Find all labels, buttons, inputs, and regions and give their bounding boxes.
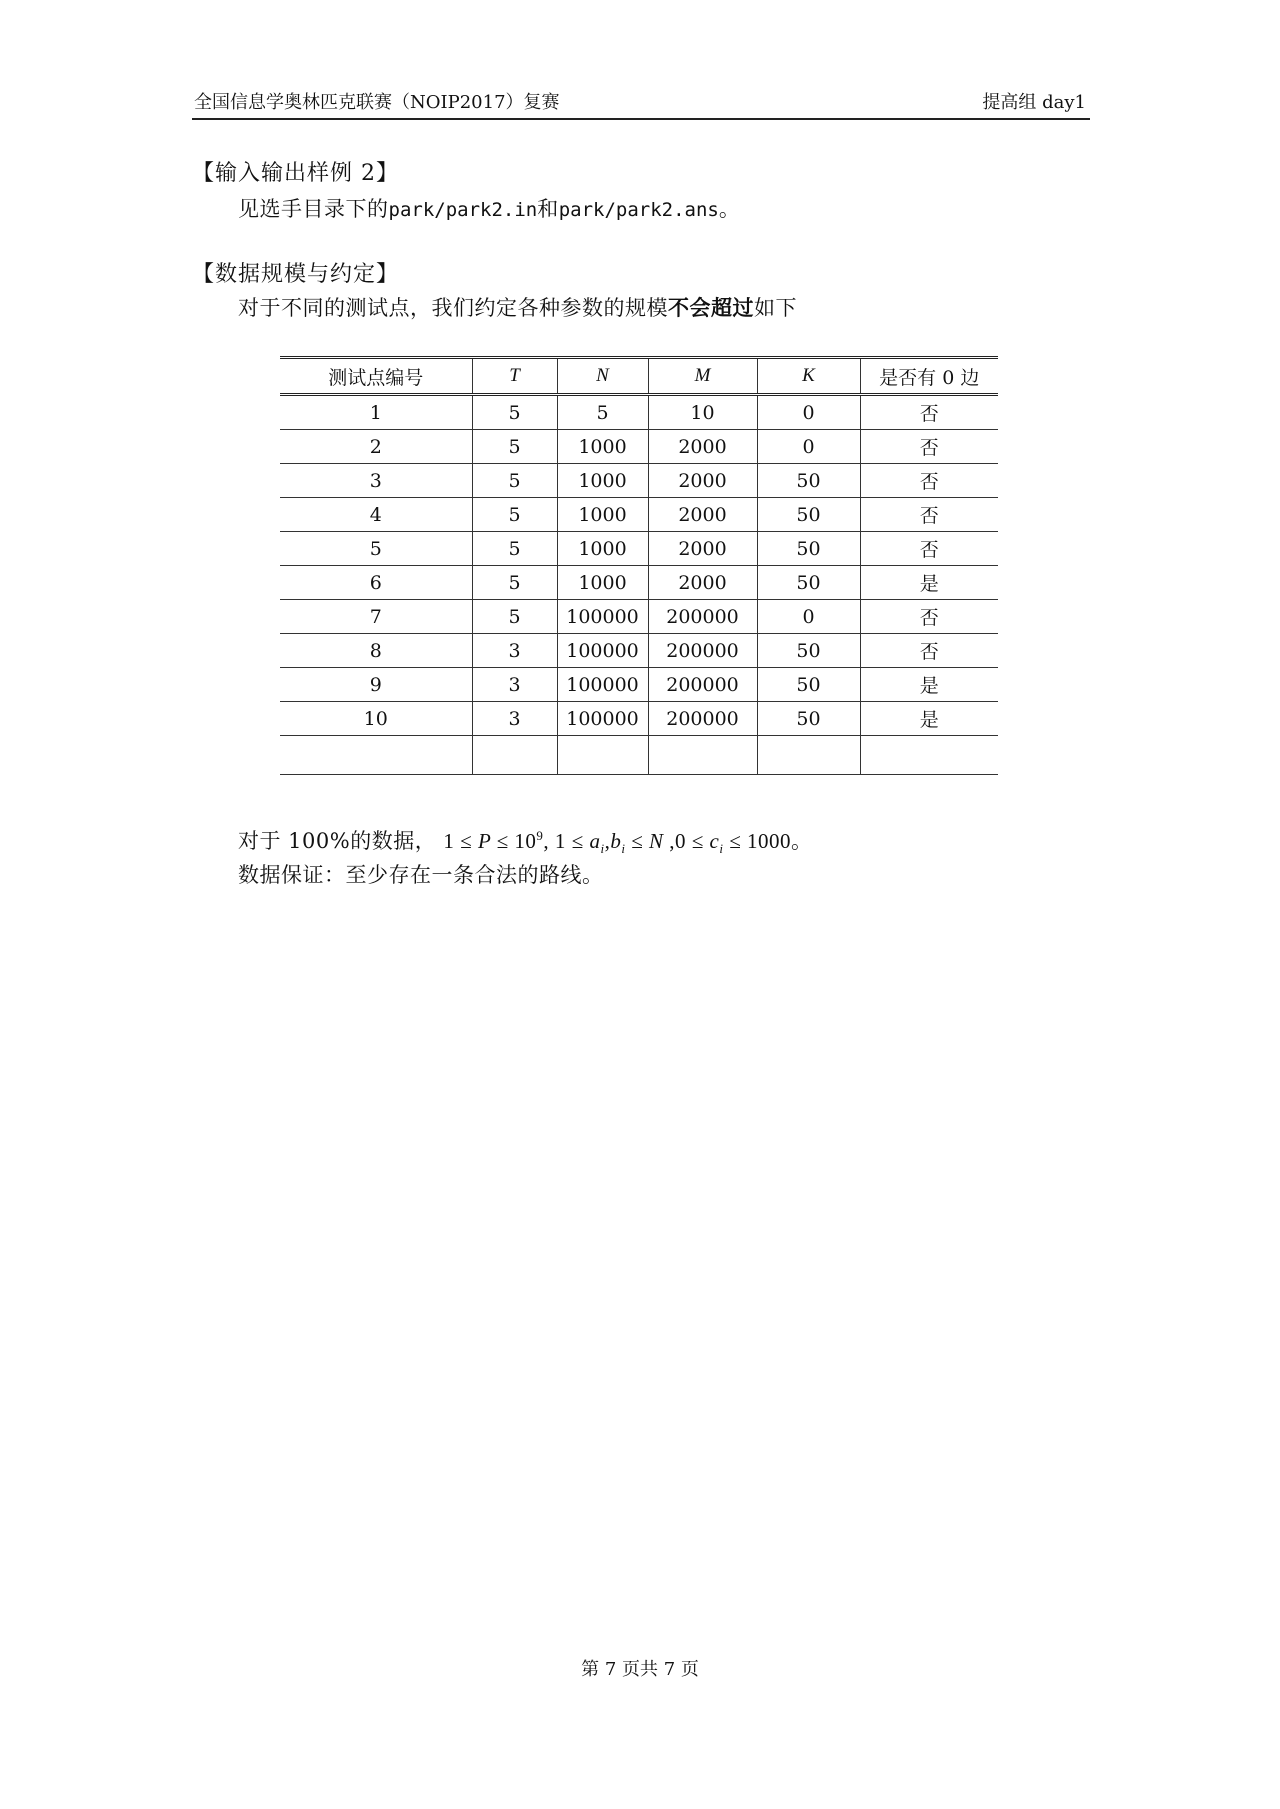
page-header [192, 90, 1090, 120]
header-contest-title: 全国信息学奥林匹克联赛（NOIP2017）复赛 [194, 92, 560, 113]
scale-table [280, 356, 998, 775]
table-cell: 1000 [557, 430, 648, 464]
table-cell [472, 736, 557, 775]
table-row [280, 702, 998, 736]
table-cell: 5 [280, 532, 472, 566]
sample-description [238, 193, 740, 223]
header-testcase: 测试点编号 [280, 358, 472, 395]
sample-answer-file: park/park2.ans [558, 199, 719, 221]
table-cell: 3 [472, 634, 557, 668]
table-cell: 0 [757, 430, 860, 464]
table-cell: 2000 [648, 498, 757, 532]
scale-intro-suffix: 如下 [754, 296, 797, 320]
header-k: K [757, 358, 860, 395]
table-cell: 否 [860, 464, 998, 498]
table-cell [557, 736, 648, 775]
table-cell: 是 [860, 702, 998, 736]
table-cell: 是 [860, 566, 998, 600]
table-cell: 5 [472, 566, 557, 600]
table-cell: 4 [280, 498, 472, 532]
table-cell: 2000 [648, 430, 757, 464]
table-row [280, 668, 998, 702]
table-cell: 5 [472, 600, 557, 634]
table-cell: 否 [860, 532, 998, 566]
table-cell: 1000 [557, 532, 648, 566]
table-cell: 5 [472, 395, 557, 430]
table-cell: 3 [472, 668, 557, 702]
constraint-prefix: 对于 100%的数据， [238, 829, 437, 853]
table-row [280, 634, 998, 668]
table-cell: 200000 [648, 702, 757, 736]
sample-suffix: 。 [718, 197, 741, 221]
table-cell: 10 [648, 395, 757, 430]
table-cell: 50 [757, 702, 860, 736]
table-cell: 1 [280, 395, 472, 430]
table-cell: 100000 [557, 634, 648, 668]
table-row [280, 532, 998, 566]
header-m: M [648, 358, 757, 395]
table-cell: 3 [472, 702, 557, 736]
table-cell: 0 [757, 600, 860, 634]
table-cell: 200000 [648, 600, 757, 634]
table-cell: 5 [472, 498, 557, 532]
sample-and: 和 [537, 197, 559, 221]
table-cell: 6 [280, 566, 472, 600]
header-n: N [557, 358, 648, 395]
table-cell: 5 [472, 532, 557, 566]
table-cell: 2 [280, 430, 472, 464]
table-row [280, 430, 998, 464]
table-cell: 100000 [557, 668, 648, 702]
table-row [280, 464, 998, 498]
table-cell: 200000 [648, 668, 757, 702]
table-cell: 否 [860, 498, 998, 532]
table-cell: 否 [860, 600, 998, 634]
table-header-row [280, 358, 998, 395]
table-cell: 是 [860, 668, 998, 702]
table-cell: 否 [860, 395, 998, 430]
table-cell: 50 [757, 498, 860, 532]
table-cell: 2000 [648, 464, 757, 498]
table-cell [860, 736, 998, 775]
table-cell: 1000 [557, 498, 648, 532]
table-cell: 50 [757, 668, 860, 702]
table-cell: 2000 [648, 532, 757, 566]
page-footer: 第 7 页共 7 页 [581, 1659, 699, 1680]
table-cell: 2000 [648, 566, 757, 600]
table-cell: 5 [557, 395, 648, 430]
table-row-empty [280, 736, 998, 775]
table-cell: 9 [280, 668, 472, 702]
table-row [280, 498, 998, 532]
table-cell: 50 [757, 532, 860, 566]
header-zero-edge: 是否有 0 边 [860, 358, 998, 395]
table-row [280, 600, 998, 634]
table-cell: 否 [860, 430, 998, 464]
table-cell: 1000 [557, 566, 648, 600]
section-title-sample: 【输入输出样例 2】 [192, 161, 399, 186]
table-cell: 3 [280, 464, 472, 498]
header-group-day: 提高组 day1 [982, 92, 1086, 113]
scale-intro-prefix: 对于不同的测试点，我们约定各种参数的规模 [238, 296, 668, 320]
scale-intro [238, 292, 797, 322]
table-cell: 200000 [648, 634, 757, 668]
constraint-line: 对于 100%的数据， $1 \le P \le 10^9$, $1 \le a_i,b_i \le N$ $,0 \le c_i \le 1000$。 [238, 828, 813, 857]
guarantee-line: 数据保证：至少存在一条合法的路线。 [238, 863, 604, 887]
table-cell: 5 [472, 430, 557, 464]
table-cell: 50 [757, 464, 860, 498]
table-cell: 7 [280, 600, 472, 634]
table-cell: 100000 [557, 702, 648, 736]
scale-intro-bold: 不会超过 [668, 295, 754, 320]
section-title-scale: 【数据规模与约定】 [192, 262, 400, 287]
table-cell [648, 736, 757, 775]
table-cell [280, 736, 472, 775]
table-cell: 50 [757, 566, 860, 600]
table-row [280, 395, 998, 430]
table-cell: 100000 [557, 600, 648, 634]
table-cell: 50 [757, 634, 860, 668]
table-cell: 0 [757, 395, 860, 430]
constraint-formula: $1 \le P \le 10^9$, $1 \le a_i,b_i \le N$ $,0 \le c_i \le 1000$ [443, 828, 792, 857]
table-cell: 5 [472, 464, 557, 498]
table-cell: 10 [280, 702, 472, 736]
table-cell: 否 [860, 634, 998, 668]
header-t: T [472, 358, 557, 395]
table-row [280, 566, 998, 600]
table-cell [757, 736, 860, 775]
table-cell: 8 [280, 634, 472, 668]
table-cell: 1000 [557, 464, 648, 498]
sample-input-file: park/park2.in [388, 199, 538, 221]
sample-prefix: 见选手目录下的 [238, 197, 389, 221]
